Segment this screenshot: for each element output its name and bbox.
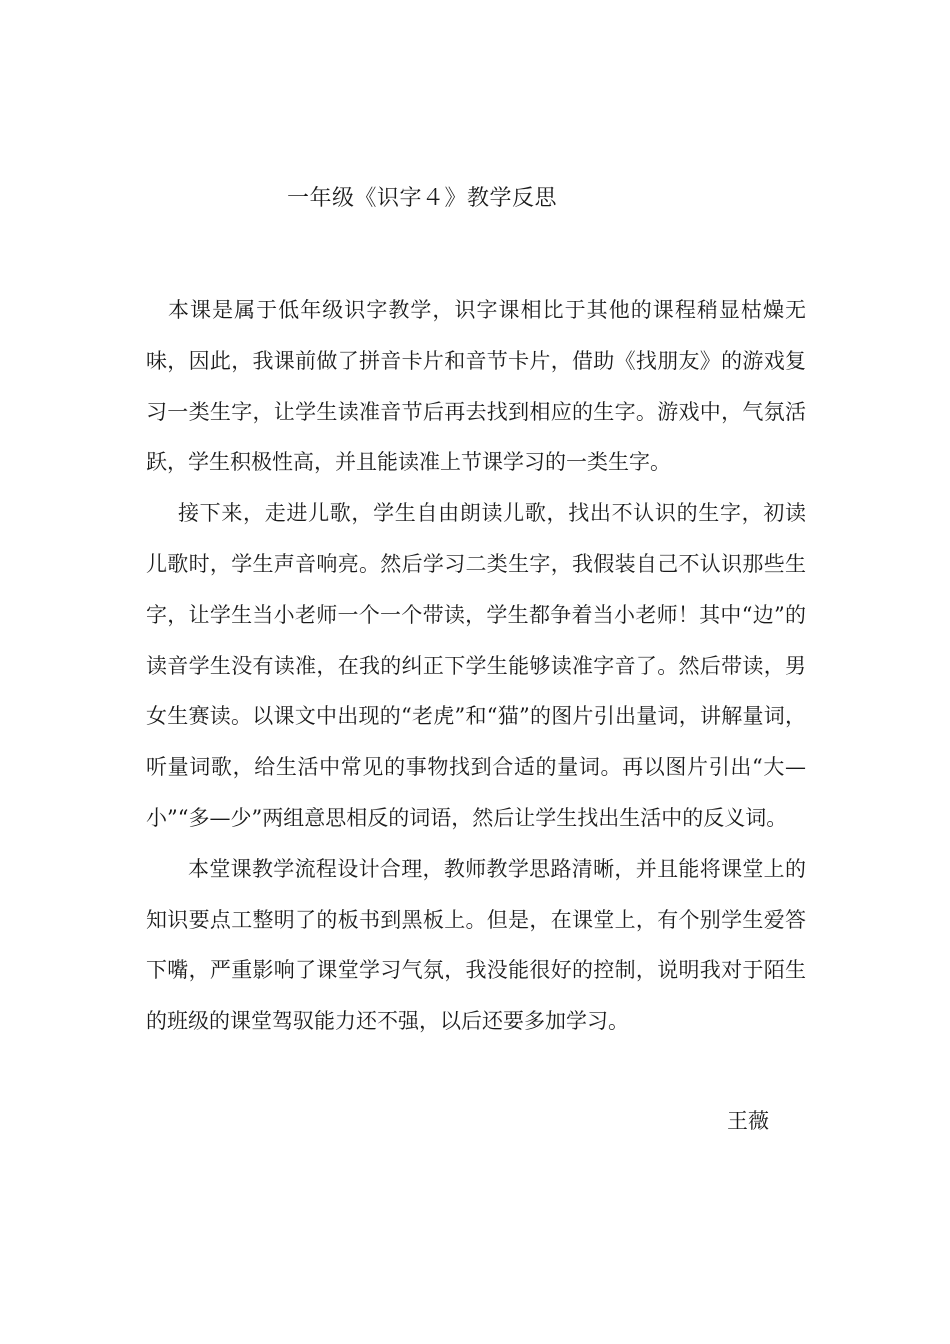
document-body bbox=[146, 285, 806, 1047]
paragraph-2: 接下来，走进儿歌，学生自由朗读儿歌，找出不认识的生字，初读儿歌时，学生声音响亮。然后学习二类生字，我假装自己不认识那些生字，让学生当小老师一个一个带读，学生都争着当小老师！其中“边”的读音学生没有读准，在我的纠正下学生能够读准字音了。然后带读，男女生赛读。以课文中出现的“老虎”和“猫”的图片引出量词，讲解量词，听量词歌，给生活中常见的事物找到合适的量词。再以图片引出“大—小”“多—少”两组意思相反的词语，然后让学生找出生活中的反义词。 bbox=[146, 501, 806, 830]
paragraph-3: 本堂课教学流程设计合理，教师教学思路清晰，并且能将课堂上的知识要点工整明了的板书到黑板上。但是，在课堂上，有个别学生爱答下嘴，严重影响了课堂学习气氛，我没能很好的控制，说明我对于陌生的班级的课堂驾驭能力还不强，以后还要多加学习。 bbox=[146, 856, 806, 1034]
document-title: 一年级《识字４》教学反思 bbox=[287, 186, 558, 211]
author-signature: 王薇 bbox=[727, 1109, 769, 1133]
paragraph-1: 本课是属于低年级识字教学，识字课相比于其他的课程稍显枯燥无味，因此，我课前做了拼音卡片和音节卡片，借助《找朋友》的游戏复习一类生字，让学生读准音节后再去找到相应的生字。游戏中，气氛活跃，学生积极性高，并且能读准上节课学习的一类生字。 bbox=[146, 298, 806, 475]
